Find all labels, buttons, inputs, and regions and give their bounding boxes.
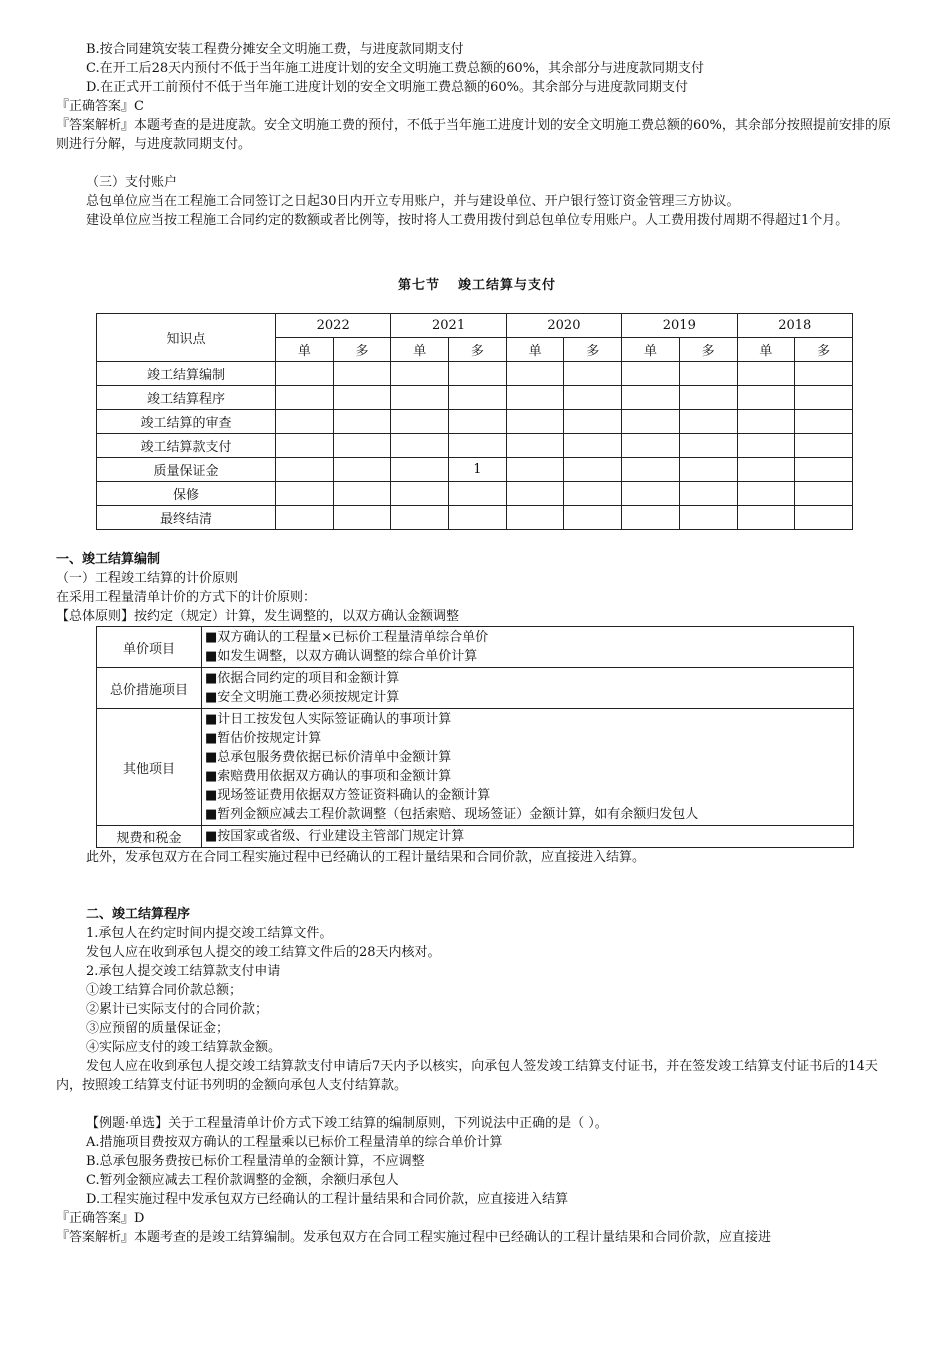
- table-cell: [276, 362, 334, 386]
- multi-choice-header: 多: [795, 338, 853, 362]
- table-cell: [737, 506, 795, 530]
- principle-item: ■计日工按发包人实际签证确认的事项计算: [205, 712, 452, 727]
- correct-answer: 『正确答案』C: [56, 99, 144, 114]
- table-cell: [622, 506, 680, 530]
- knowledge-point-label: 竣工结算的审查: [97, 410, 276, 434]
- table-cell: [333, 386, 391, 410]
- table-cell: [506, 458, 564, 482]
- table-row: [97, 458, 853, 482]
- table-cell: [391, 458, 449, 482]
- principle-item: ■暂列金额应减去工程价款调整（包括索赔、现场签证）金额计算，如有余额归发包人: [205, 807, 699, 822]
- single-choice-header: 单: [737, 338, 795, 362]
- table-cell: [276, 458, 334, 482]
- table-row: [97, 362, 853, 386]
- list-item: ①竣工结算合同价款总额；: [86, 983, 243, 998]
- table-cell: [449, 386, 507, 410]
- table-header-row: [97, 314, 853, 338]
- answer-analysis: 『答案解析』本题考查的是进度款。安全文明施工费的预付，不低于当年施工进度计划的安全文明施工费总额的60%，其余部分按照提前安排的原则进行分解，与进度款同期支付。: [56, 118, 891, 152]
- section-title-number: 第七节: [397, 278, 440, 293]
- knowledge-point-label: 竣工结算款支付: [97, 434, 276, 458]
- table-cell: [449, 410, 507, 434]
- table-cell: [795, 482, 853, 506]
- table-cell: [564, 410, 622, 434]
- knowledge-point-label: 质量保证金: [97, 458, 276, 482]
- table-cell: [795, 386, 853, 410]
- multi-choice-header: 多: [449, 338, 507, 362]
- example-option-a: A.措施项目费按双方确认的工程量乘以已标价工程量清单的综合单价计算: [86, 1135, 503, 1150]
- table-cell: [795, 506, 853, 530]
- example-analysis: 『答案解析』本题考查的是竣工结算编制。发承包双方在合同工程实施过程中已经确认的工程计量结果和合同价款，应直接进: [56, 1230, 772, 1245]
- table-cell: [333, 434, 391, 458]
- example-answer: 『正确答案』D: [56, 1211, 145, 1226]
- table-cell: [737, 482, 795, 506]
- table-cell: [276, 386, 334, 410]
- table-cell: [506, 362, 564, 386]
- step-2: 2.承包人提交竣工结算款支付申请: [86, 964, 281, 979]
- account-paragraph-1: 总包单位应当在工程施工合同签订之日起30日内开立专用账户，并与建设单位、开户银行签订资金管理三方协议。: [86, 194, 740, 209]
- table-cell: [679, 434, 737, 458]
- payment-account-block: [56, 173, 898, 230]
- section-1-intro: 在采用工程量清单计价的方式下的计价原则：: [56, 590, 317, 605]
- multi-choice-header: 多: [564, 338, 622, 362]
- principle-category: 其他项目: [97, 709, 202, 826]
- table-cell: [449, 362, 507, 386]
- section-title: [56, 274, 898, 293]
- table-row: [97, 386, 853, 410]
- table-cell: [564, 506, 622, 530]
- principle-items: [202, 627, 854, 668]
- principle-item: ■暂估价按规定计算: [205, 731, 322, 746]
- table-cell: [622, 434, 680, 458]
- knowledge-point-label: 保修: [97, 482, 276, 506]
- table-cell: [564, 386, 622, 410]
- principle-items: [202, 668, 854, 709]
- example-stem: 【例题·单选】关于工程量清单计价方式下竣工结算的编制原则，下列说法中正确的是（ ）。: [86, 1116, 608, 1131]
- table-cell: [333, 362, 391, 386]
- table-cell: [679, 458, 737, 482]
- table-cell: [333, 482, 391, 506]
- table-cell: [506, 410, 564, 434]
- table-cell: [622, 362, 680, 386]
- knowledge-point-header: 知识点: [97, 314, 276, 362]
- table-cell: [506, 434, 564, 458]
- principle-category: 规费和税金: [97, 826, 202, 848]
- table-cell: [391, 386, 449, 410]
- table-cell: [564, 482, 622, 506]
- table-cell: [622, 482, 680, 506]
- table-cell: [622, 458, 680, 482]
- section-2: [56, 905, 898, 1095]
- table-cell: [449, 506, 507, 530]
- principle-category: 单价项目: [97, 627, 202, 668]
- option-b: B.按合同建筑安装工程费分摊安全文明施工费，与进度款同期支付: [86, 42, 464, 57]
- list-item: ②累计已实际支付的合同价款；: [86, 1002, 269, 1017]
- section-1-subheading: （一）工程竣工结算的计价原则: [56, 571, 239, 586]
- document-page: [56, 40, 898, 1247]
- table-cell: [679, 386, 737, 410]
- step-1-detail: 发包人应在收到承包人提交的竣工结算文件后的28天内核对。: [86, 945, 441, 960]
- principle-row: [97, 668, 854, 709]
- example-option-b: B.总承包服务费按已标价工程量清单的金额计算，不应调整: [86, 1154, 425, 1169]
- single-choice-header: 单: [391, 338, 449, 362]
- section-2-heading: 二、竣工结算程序: [86, 907, 191, 922]
- multi-choice-header: 多: [679, 338, 737, 362]
- table-cell: [622, 410, 680, 434]
- table-cell: [276, 506, 334, 530]
- table-cell: [276, 410, 334, 434]
- knowledge-point-label: 竣工结算程序: [97, 386, 276, 410]
- previous-question-block: [56, 40, 898, 154]
- principle-row: [97, 627, 854, 668]
- example-option-c: C.暂列金额应减去工程价款调整的金额，余额归承包人: [86, 1173, 399, 1188]
- principle-row: [97, 709, 854, 826]
- principle-items: [202, 826, 854, 848]
- table-cell: [737, 362, 795, 386]
- single-choice-header: 单: [506, 338, 564, 362]
- table-cell: [391, 482, 449, 506]
- knowledge-point-label: 最终结清: [97, 506, 276, 530]
- table-row: [97, 434, 853, 458]
- principle-item: ■索赔费用依据双方确认的事项和金额计算: [205, 769, 452, 784]
- principle-row: [97, 826, 854, 848]
- section-2-paragraph: 发包人应在收到承包人提交竣工结算款支付申请后7天内予以核实，向承包人签发竣工结算支付证书，并在签发竣工结算支付证书后的14天内，按照竣工结算支付证书列明的金额向承包人支付结算款。: [56, 1059, 878, 1093]
- principle-category: 总价措施项目: [97, 668, 202, 709]
- single-choice-header: 单: [276, 338, 334, 362]
- table-cell: [449, 482, 507, 506]
- principle-item: ■现场签证费用依据双方签证资料确认的金额计算: [205, 788, 491, 803]
- pricing-principle-table: [96, 626, 854, 848]
- table-cell: [795, 434, 853, 458]
- table-cell: [506, 386, 564, 410]
- example-question: [56, 1114, 898, 1247]
- table-row: [97, 410, 853, 434]
- table-row: [97, 482, 853, 506]
- year-header: 2018: [737, 314, 853, 338]
- table-cell: [679, 362, 737, 386]
- table-cell: [333, 506, 391, 530]
- principle-item: ■双方确认的工程量×已标价工程量清单综合单价: [205, 630, 489, 645]
- account-heading: （三）支付账户: [86, 175, 178, 190]
- table-cell: [679, 482, 737, 506]
- account-paragraph-2: [56, 211, 898, 230]
- table-cell: [506, 482, 564, 506]
- list-item: ④实际应支付的竣工结算款金额。: [86, 1040, 282, 1055]
- table-cell: [737, 458, 795, 482]
- table-cell: [391, 362, 449, 386]
- knowledge-point-table: [96, 313, 853, 530]
- year-header: 2021: [391, 314, 506, 338]
- table-row: [97, 506, 853, 530]
- table-cell: [391, 410, 449, 434]
- account-paragraph-2-text: 建设单位应当按工程施工合同约定的数额或者比例等，按时将人工费用拨付到总包单位专用账户。人工费用拨付周期不得超过1个月。: [86, 213, 849, 228]
- principle-item: ■安全文明施工费必须按规定计算: [205, 690, 400, 705]
- table-cell: [737, 386, 795, 410]
- table-cell: [679, 506, 737, 530]
- table-cell: [737, 410, 795, 434]
- table-cell: [795, 410, 853, 434]
- table-cell: [622, 386, 680, 410]
- general-principle: 【总体原则】按约定（规定）计算，发生调整的，以双方确认金额调整: [56, 609, 460, 624]
- example-option-d: D.工程实施过程中发承包双方已经确认的工程计量结果和合同价款，应直接进入结算: [86, 1192, 569, 1207]
- knowledge-point-label: 竣工结算编制: [97, 362, 276, 386]
- table-cell: [795, 458, 853, 482]
- table-cell: [564, 362, 622, 386]
- section-1: [56, 550, 898, 867]
- section-title-text: 竣工结算与支付: [458, 278, 557, 293]
- table-cell: 1: [449, 458, 507, 482]
- table-cell: [449, 434, 507, 458]
- step-1: 1.承包人在约定时间内提交竣工结算文件。: [86, 926, 333, 941]
- single-choice-header: 单: [622, 338, 680, 362]
- multi-choice-header: 多: [333, 338, 391, 362]
- table-cell: [391, 506, 449, 530]
- table-cell: [333, 410, 391, 434]
- principle-item: ■如发生调整，以双方确认调整的综合单价计算: [205, 649, 478, 664]
- table-cell: [679, 410, 737, 434]
- year-header: 2020: [506, 314, 621, 338]
- table-cell: [564, 458, 622, 482]
- year-header: 2022: [276, 314, 391, 338]
- section-1-note: 此外，发承包双方在合同工程实施过程中已经确认的工程计量结果和合同价款，应直接进入结算。: [86, 850, 646, 865]
- section-1-heading: 一、竣工结算编制: [56, 552, 161, 567]
- table-cell: [276, 434, 334, 458]
- principle-item: ■按国家或省级、行业建设主管部门规定计算: [205, 829, 465, 844]
- table-cell: [795, 362, 853, 386]
- table-cell: [276, 482, 334, 506]
- table-cell: [333, 458, 391, 482]
- principle-item: ■依据合同约定的项目和金额计算: [205, 671, 400, 686]
- table-cell: [391, 434, 449, 458]
- table-cell: [564, 434, 622, 458]
- table-cell: [506, 506, 564, 530]
- year-header: 2019: [622, 314, 737, 338]
- list-item: ③应预留的质量保证金；: [86, 1021, 230, 1036]
- option-d: D.在正式开工前预付不低于当年施工进度计划的安全文明施工费总额的60%。其余部分与进度款同期支付: [86, 80, 688, 95]
- principle-items: [202, 709, 854, 826]
- option-c: C.在开工后28天内预付不低于当年施工进度计划的安全文明施工费总额的60%，其余部分与进度款同期支付: [86, 61, 705, 76]
- table-cell: [737, 434, 795, 458]
- principle-item: ■总承包服务费依据已标价清单中金额计算: [205, 750, 452, 765]
